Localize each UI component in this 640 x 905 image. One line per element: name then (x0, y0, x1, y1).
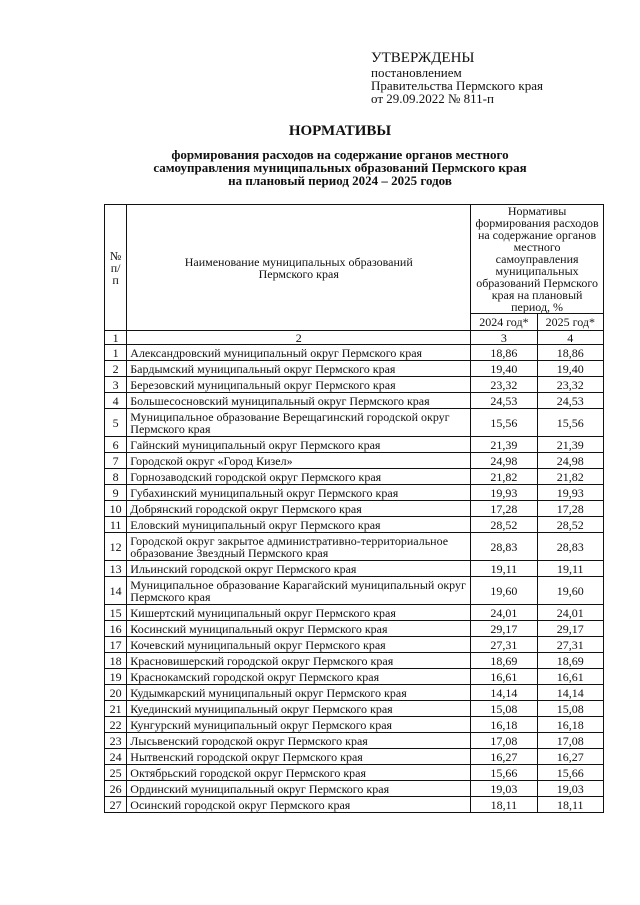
municipality-name-cell: Большесосновский муниципальный округ Пермского края (127, 393, 471, 409)
row-number-cell: 2 (105, 361, 127, 377)
row-number-cell: 26 (105, 781, 127, 797)
municipality-name-cell: Кочевский муниципальный округ Пермского края (127, 637, 471, 653)
municipality-name-cell: Ординский муниципальный округ Пермского края (127, 781, 471, 797)
value-2025-cell: 23,32 (537, 377, 603, 393)
table-row (105, 605, 604, 621)
value-2024-cell: 19,40 (471, 361, 537, 377)
index-cell: 2 (127, 331, 471, 345)
municipality-name-cell: Городской округ «Город Кизел» (127, 453, 471, 469)
approval-title: УТВЕРЖДЕНЫ (371, 50, 475, 66)
municipality-name-cell: Нытвенский городской округ Пермского края (127, 749, 471, 765)
municipality-name-cell: Краснокамский городской округ Пермского края (127, 669, 471, 685)
municipality-name-cell: Кунгурский муниципальный округ Пермского края (127, 717, 471, 733)
value-2025-cell: 19,11 (537, 561, 603, 577)
value-2025-cell: 27,31 (537, 637, 603, 653)
table-row (105, 717, 604, 733)
row-number-cell: 19 (105, 669, 127, 685)
table-row (105, 701, 604, 717)
table-row (105, 749, 604, 765)
value-2024-cell: 15,08 (471, 701, 537, 717)
row-number-cell: 5 (105, 409, 127, 437)
heading-line-1: формирования расходов на содержание органов местного (171, 147, 509, 162)
value-2024-cell: 24,53 (471, 393, 537, 409)
value-2024-cell: 15,66 (471, 765, 537, 781)
row-number-cell: 22 (105, 717, 127, 733)
table-row (105, 781, 604, 797)
value-2024-cell: 27,31 (471, 637, 537, 653)
value-2025-cell: 29,17 (537, 621, 603, 637)
value-2024-cell: 16,27 (471, 749, 537, 765)
row-number-cell: 21 (105, 701, 127, 717)
row-number-cell: 17 (105, 637, 127, 653)
index-cell: 1 (105, 331, 127, 345)
value-2025-cell: 17,08 (537, 733, 603, 749)
row-number-cell: 8 (105, 469, 127, 485)
value-2024-cell: 17,28 (471, 501, 537, 517)
approval-line-3: от 29.09.2022 № 811-п (371, 91, 494, 106)
approval-line-1: постановлением (371, 65, 462, 80)
municipality-name-cell: Александровский муниципальный округ Пермского края (127, 345, 471, 361)
table-row (105, 501, 604, 517)
value-2024-cell: 28,52 (471, 517, 537, 533)
value-2025-cell: 28,52 (537, 517, 603, 533)
table-row (105, 393, 604, 409)
column-index-row (105, 331, 604, 345)
table-row (105, 653, 604, 669)
approval-block (371, 50, 543, 105)
row-number-cell: 7 (105, 453, 127, 469)
value-2025-cell: 16,27 (537, 749, 603, 765)
value-2024-cell: 29,17 (471, 621, 537, 637)
row-number-cell: 6 (105, 437, 127, 453)
approval-line-2: Правительства Пермского края (371, 78, 543, 93)
value-2025-cell: 24,98 (537, 453, 603, 469)
row-number-cell: 14 (105, 577, 127, 605)
municipality-name-cell: Лысьвенский городской округ Пермского края (127, 733, 471, 749)
value-2025-cell: 19,93 (537, 485, 603, 501)
value-2024-cell: 18,69 (471, 653, 537, 669)
value-2024-cell: 14,14 (471, 685, 537, 701)
value-2024-cell: 28,83 (471, 533, 537, 561)
value-2024-cell: 21,82 (471, 469, 537, 485)
value-2025-cell: 16,18 (537, 717, 603, 733)
municipality-name-cell: Добрянский городской округ Пермского края (127, 501, 471, 517)
table-row (105, 361, 604, 377)
index-cell: 4 (537, 331, 603, 345)
document-heading (110, 123, 570, 187)
header-norms: Нормативы формирования расходов на содержание органов местного самоуправления муниципальных образований Пермского края на плановый период, % (471, 205, 604, 314)
table-row (105, 453, 604, 469)
value-2025-cell: 14,14 (537, 685, 603, 701)
row-number-cell: 18 (105, 653, 127, 669)
value-2024-cell: 16,18 (471, 717, 537, 733)
index-cell: 3 (471, 331, 537, 345)
table-row (105, 533, 604, 561)
value-2025-cell: 21,82 (537, 469, 603, 485)
heading-line-2: самоуправления муниципальных образований Пермского края (153, 160, 527, 175)
header-name: Наименование муниципальных образований Пермского края (127, 205, 471, 331)
row-number-cell: 4 (105, 393, 127, 409)
table-row (105, 685, 604, 701)
municipality-name-cell: Горнозаводский городской округ Пермского края (127, 469, 471, 485)
heading-line-3: на плановый период 2024 – 2025 годов (228, 173, 452, 188)
table-row (105, 345, 604, 361)
value-2025-cell: 18,11 (537, 797, 603, 813)
row-number-cell: 25 (105, 765, 127, 781)
value-2025-cell: 15,56 (537, 409, 603, 437)
row-number-cell: 11 (105, 517, 127, 533)
row-number-cell: 20 (105, 685, 127, 701)
table-row (105, 485, 604, 501)
municipality-name-cell: Городской округ закрытое административно-территориальное образование Звездный Пермского края (127, 533, 471, 561)
municipality-name-cell: Муниципальное образование Карагайский муниципальный округ Пермского края (127, 577, 471, 605)
value-2024-cell: 19,60 (471, 577, 537, 605)
norms-table (104, 204, 604, 813)
value-2024-cell: 19,11 (471, 561, 537, 577)
municipality-name-cell: Косинский муниципальный округ Пермского края (127, 621, 471, 637)
value-2025-cell: 24,53 (537, 393, 603, 409)
municipality-name-cell: Еловский муниципальный округ Пермского края (127, 517, 471, 533)
value-2024-cell: 19,93 (471, 485, 537, 501)
municipality-name-cell: Куединский муниципальный округ Пермского края (127, 701, 471, 717)
value-2025-cell: 28,83 (537, 533, 603, 561)
value-2024-cell: 24,98 (471, 453, 537, 469)
header-year-2024: 2024 год* (471, 314, 537, 331)
table-row (105, 561, 604, 577)
municipality-name-cell: Гайнский муниципальный округ Пермского края (127, 437, 471, 453)
value-2024-cell: 17,08 (471, 733, 537, 749)
row-number-cell: 3 (105, 377, 127, 393)
row-number-cell: 12 (105, 533, 127, 561)
value-2025-cell: 17,28 (537, 501, 603, 517)
document-title: НОРМАТИВЫ (288, 123, 392, 139)
row-number-cell: 15 (105, 605, 127, 621)
table-row (105, 621, 604, 637)
value-2024-cell: 18,11 (471, 797, 537, 813)
header-num: № п/п (105, 205, 127, 331)
value-2025-cell: 18,86 (537, 345, 603, 361)
table-row (105, 377, 604, 393)
value-2024-cell: 24,01 (471, 605, 537, 621)
table-row (105, 469, 604, 485)
row-number-cell: 24 (105, 749, 127, 765)
value-2024-cell: 16,61 (471, 669, 537, 685)
value-2025-cell: 15,66 (537, 765, 603, 781)
value-2024-cell: 15,56 (471, 409, 537, 437)
value-2024-cell: 18,86 (471, 345, 537, 361)
row-number-cell: 23 (105, 733, 127, 749)
value-2025-cell: 21,39 (537, 437, 603, 453)
value-2025-cell: 15,08 (537, 701, 603, 717)
value-2024-cell: 21,39 (471, 437, 537, 453)
municipality-name-cell: Красновишерский городской округ Пермского края (127, 653, 471, 669)
table-row (105, 577, 604, 605)
table-row (105, 733, 604, 749)
municipality-name-cell: Кудымкарский муниципальный округ Пермского края (127, 685, 471, 701)
table-row (105, 637, 604, 653)
table-row (105, 437, 604, 453)
municipality-name-cell: Губахинский муниципальный округ Пермского края (127, 485, 471, 501)
municipality-name-cell: Октябрьский городской округ Пермского края (127, 765, 471, 781)
table-row (105, 797, 604, 813)
table-row (105, 765, 604, 781)
municipality-name-cell: Кишертский муниципальный округ Пермского края (127, 605, 471, 621)
header-year-2025: 2025 год* (537, 314, 603, 331)
municipality-name-cell: Березовский муниципальный округ Пермского края (127, 377, 471, 393)
table-row (105, 669, 604, 685)
municipality-name-cell: Муниципальное образование Верещагинский городской округ Пермского края (127, 409, 471, 437)
value-2024-cell: 23,32 (471, 377, 537, 393)
value-2024-cell: 19,03 (471, 781, 537, 797)
value-2025-cell: 19,03 (537, 781, 603, 797)
value-2025-cell: 16,61 (537, 669, 603, 685)
value-2025-cell: 19,60 (537, 577, 603, 605)
value-2025-cell: 18,69 (537, 653, 603, 669)
municipality-name-cell: Ильинский городской округ Пермского края (127, 561, 471, 577)
row-number-cell: 27 (105, 797, 127, 813)
row-number-cell: 16 (105, 621, 127, 637)
value-2025-cell: 24,01 (537, 605, 603, 621)
table-row (105, 517, 604, 533)
row-number-cell: 10 (105, 501, 127, 517)
value-2025-cell: 19,40 (537, 361, 603, 377)
table-row (105, 409, 604, 437)
row-number-cell: 1 (105, 345, 127, 361)
municipality-name-cell: Бардымский муниципальный округ Пермского края (127, 361, 471, 377)
row-number-cell: 9 (105, 485, 127, 501)
municipality-name-cell: Осинский городской округ Пермского края (127, 797, 471, 813)
row-number-cell: 13 (105, 561, 127, 577)
